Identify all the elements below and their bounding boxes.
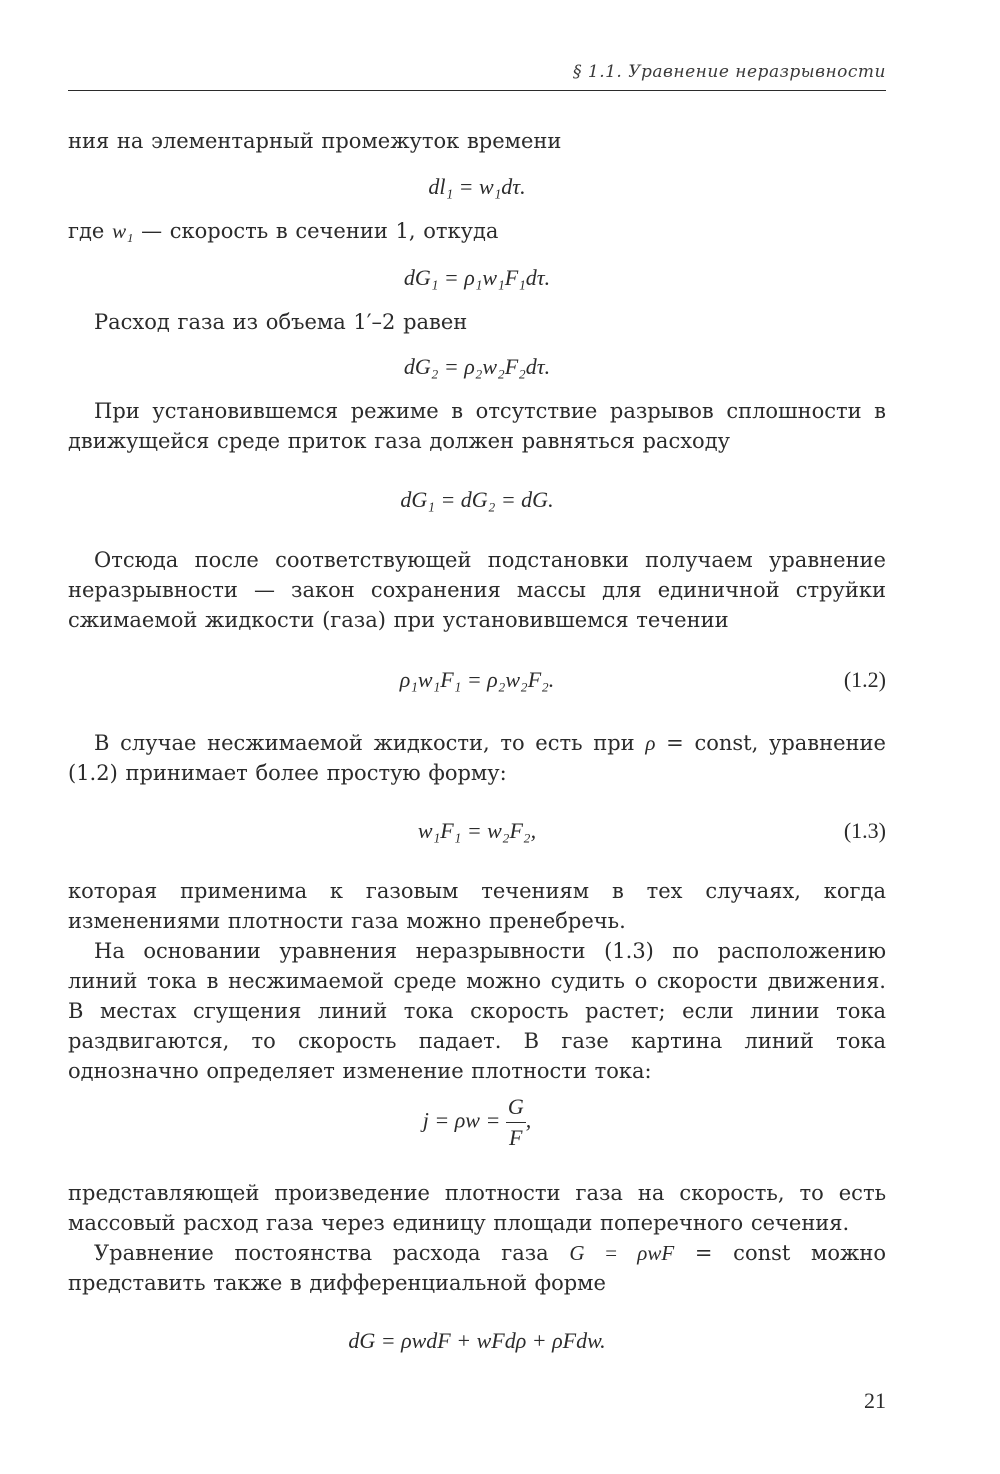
equation-dl1: dl₁ = w₁dτ.: [428, 174, 526, 199]
paragraph-6-start: В случае несжимаемой жидкости, то есть при: [94, 731, 635, 755]
paragraph-8: На основании уравнения неразрывности (1.3) по расположению линий тока в несжимаемой среде можно судить о скорости движения. В местах сгущения линий тока скорость растет; если линии тока раздвигаются, то скорость падает. В газе картина линий тока однозначно определяет изменение плотности тока:: [68, 939, 886, 1083]
paragraph-2-start: где: [68, 219, 105, 243]
paragraph-10-end: = const можно представить также в дифференциальной форме: [68, 1241, 886, 1295]
paragraph-9: представляющей произведение плотности газа на скорость, то есть массовый расход газа через единицу площади поперечного сечения.: [68, 1181, 886, 1235]
equation-number-1-2: (1.2): [843, 667, 886, 692]
running-header: § 1.1. Уравнение неразрывности: [572, 62, 886, 82]
page-number: 21: [864, 1388, 886, 1413]
equation-dG1: dG₁ = ρ₁w₁F₁dτ.: [403, 265, 551, 290]
inline-w1: w₁: [112, 219, 134, 243]
equation-current-density-tail: ,: [525, 1107, 532, 1133]
paragraph-1: ния на элементарный промежуток времени: [68, 129, 562, 153]
paragraph-2: [68, 216, 886, 246]
paragraph-5: Отсюда после соответствующей подстановки получаем уравнение неразрывности — закон сохранения массы для единичной струйки сжимаемой жидкости (газа) при установившемся течении: [68, 548, 886, 632]
fraction-denominator: F: [509, 1125, 523, 1150]
paragraph-6-end: = const, уравнение (1.2) принимает более простую форму:: [68, 731, 886, 785]
fraction-numerator: G: [506, 1092, 526, 1123]
paragraph-7: которая применима к газовым течениям в тех случаях, когда изменениями плотности газа можно пренебречь.: [68, 879, 886, 933]
paragraph-6: [68, 728, 886, 788]
paragraph-10-start: Уравнение постоянства расхода газа: [94, 1241, 549, 1265]
equation-flow-balance: dG₁ = dG₂ = dG.: [400, 487, 554, 512]
equation-number-1-3: (1.3): [843, 818, 886, 843]
paragraph-10: [68, 1238, 886, 1298]
inline-G-rho-w-F: G = ρwF: [569, 1241, 675, 1265]
equation-differential-form: dG = ρwdF + wFdρ + ρFdw.: [348, 1328, 606, 1353]
equation-current-density-left: j = ρw =: [422, 1107, 501, 1133]
equation-current-density: [68, 1092, 886, 1153]
paragraph-4: При установившемся режиме в отсутствие разрывов сплошности в движущейся среде приток газа должен равняться расходу: [68, 399, 886, 453]
header-rule: [68, 90, 886, 91]
equation-continuity: ρ₁w₁F₁ = ρ₂w₂F₂.: [399, 667, 555, 692]
fraction-G-over-F: [506, 1092, 526, 1153]
equation-incompressible: w₁F₁ = w₂F₂,: [417, 818, 537, 843]
paragraph-3: Расход газа из объема 1′–2 равен: [94, 310, 468, 334]
equation-dG2: dG₂ = ρ₂w₂F₂dτ.: [403, 354, 551, 379]
paragraph-2-end: — скорость в сечении 1, откуда: [141, 219, 499, 243]
inline-rho: ρ: [645, 731, 656, 755]
